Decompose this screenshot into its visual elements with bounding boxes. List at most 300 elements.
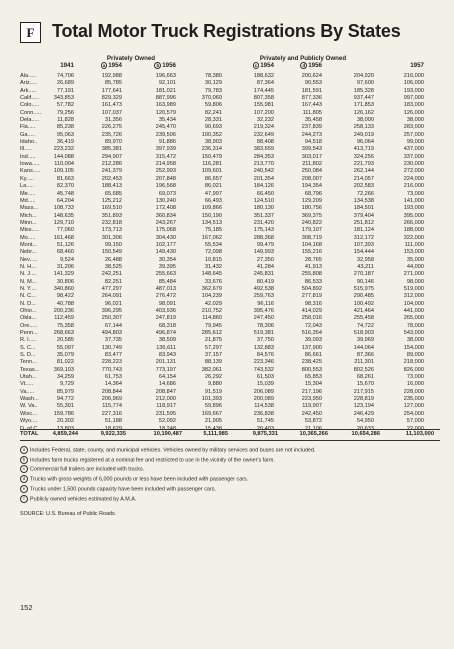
- table-cell: 240,822: [301, 219, 322, 226]
- table-cell: 88,139: [204, 359, 222, 366]
- table-cell: 94,772: [56, 396, 74, 403]
- table-cell: 150,190: [201, 212, 222, 219]
- state-name: Ill.....: [20, 146, 32, 153]
- state-name: Nebr...: [20, 249, 37, 256]
- table-cell: 78,000: [406, 322, 424, 329]
- total-rule-bottom: [20, 440, 440, 441]
- table-cell: 206,089: [253, 388, 274, 395]
- table-cell: 228,819: [353, 396, 374, 403]
- table-cell: 43,211: [357, 263, 374, 270]
- table-cell: 39,093: [304, 337, 322, 344]
- table-cell: 99,479: [256, 241, 274, 248]
- table-cell: 109,866: [201, 205, 222, 212]
- table-cell: 114,538: [254, 403, 274, 410]
- table-cell: 85,785: [104, 80, 122, 87]
- state-name: La.....: [20, 183, 34, 190]
- table-cell: 184,501: [353, 205, 374, 212]
- table-cell: 38,000: [406, 117, 424, 124]
- state-name: Va.....: [20, 388, 35, 395]
- table-cell: 97,600: [356, 80, 374, 87]
- table-cell: 90,693: [204, 124, 222, 131]
- table-cell: 246,429: [353, 410, 374, 417]
- table-cell: 304,430: [155, 234, 176, 241]
- total-label: TOTAL: [20, 431, 39, 437]
- table-cell: 55,301: [56, 403, 74, 410]
- footnote: f Publicly owned vehicles estimated by A.M.A.: [20, 495, 440, 505]
- table-cell: 111,000: [404, 241, 424, 248]
- table-cell: 255,663: [155, 271, 176, 278]
- footnote: c Commercial full trailers are included with trucks.: [20, 465, 440, 475]
- table-cell: 212,286: [101, 161, 122, 168]
- table-cell: 64,204: [56, 197, 74, 204]
- table-cell: 185,328: [353, 87, 374, 94]
- table-cell: 211,301: [354, 359, 374, 366]
- table-cell: 96,021: [104, 300, 122, 307]
- table-cell: 397,939: [155, 146, 176, 153]
- table-cell: 167,062: [201, 234, 222, 241]
- table-row: [0, 198, 454, 205]
- mark-e-icon: e: [20, 485, 28, 493]
- table-cell: 40,788: [56, 300, 74, 307]
- table-cell: 111,805: [302, 109, 322, 116]
- table-cell: 264,091: [101, 293, 122, 300]
- table-cell: 124,510: [253, 197, 274, 204]
- table-row: [0, 124, 454, 131]
- mark-d-icon: d: [20, 475, 28, 483]
- table-cell: 27,350: [256, 256, 274, 263]
- table-cell: 262,144: [353, 168, 374, 175]
- table-cell: 67,144: [104, 322, 122, 329]
- table-cell: 41,284: [256, 263, 274, 270]
- table-cell: 35,000: [406, 256, 424, 263]
- table-cell: 403,936: [155, 308, 176, 314]
- state-name: Ohio...: [20, 308, 37, 314]
- page-title: Total Motor Truck Registrations By States: [52, 21, 401, 41]
- state-name: Mich...: [20, 212, 37, 219]
- table-cell: 172,408: [155, 205, 176, 212]
- table-cell: 268,663: [53, 330, 74, 337]
- table-cell: 84,576: [256, 352, 274, 359]
- table-cell: 75,358: [56, 322, 74, 329]
- state-name: N. C...: [20, 293, 36, 300]
- table-cell: 75,185: [204, 227, 222, 234]
- table-row: [0, 359, 454, 366]
- state-name: Ariz.....: [20, 80, 38, 87]
- state-name: Fla.....: [20, 124, 36, 131]
- state-name: Wyo....: [20, 418, 38, 425]
- table-cell: 362,679: [201, 285, 222, 292]
- table-cell: 223,232: [53, 146, 74, 153]
- table-cell: 385,381: [101, 146, 122, 153]
- table-cell: 543,000: [403, 330, 424, 337]
- table-cell: 91,886: [158, 139, 176, 146]
- table-cell: 144,088: [53, 153, 74, 160]
- table-cell: 55,534: [204, 241, 222, 248]
- table-row: [0, 132, 454, 139]
- table-cell: 245,831: [253, 271, 274, 278]
- table-cell: 174,445: [253, 87, 274, 94]
- table-cell: 98,316: [304, 300, 322, 307]
- footnotes: [20, 446, 440, 504]
- table-cell: 125,212: [101, 197, 122, 204]
- table-cell: 290,485: [353, 293, 374, 300]
- table-cell: 59,896: [204, 403, 222, 410]
- table-cell: 51,188: [104, 418, 122, 425]
- table-cell: 208,007: [301, 175, 322, 182]
- table-cell: 72,098: [204, 249, 222, 256]
- table-cell: 369,375: [301, 212, 322, 219]
- table-cell: 66,450: [256, 190, 274, 197]
- state-name: Idaho..: [20, 139, 38, 146]
- table-row: [0, 308, 454, 315]
- table-cell: 826,000: [403, 366, 424, 373]
- table-cell: 308,719: [301, 234, 322, 241]
- table-cell: 53,872: [304, 418, 322, 425]
- table-cell: 283,000: [403, 124, 424, 131]
- table-row: [0, 146, 454, 153]
- table-cell: 802,526: [353, 366, 374, 373]
- state-name: Ky.....: [20, 175, 34, 182]
- table-cell: 200,236: [53, 308, 74, 314]
- table-cell: 421,464: [353, 308, 374, 314]
- table-cell: 91,519: [204, 388, 222, 395]
- table-row: [0, 381, 454, 388]
- table-cell: 82,370: [56, 183, 74, 190]
- state-name: Mo.....: [20, 234, 36, 241]
- table-row: [0, 389, 454, 396]
- table-cell: 211,802: [302, 161, 322, 168]
- table-cell: 78,306: [256, 322, 274, 329]
- table-cell: 154,000: [403, 344, 424, 351]
- table-cell: 21,875: [204, 337, 222, 344]
- table-cell: 82,251: [104, 278, 122, 285]
- table-cell: 167,443: [301, 102, 322, 109]
- state-name: S. C...: [20, 344, 36, 351]
- table-cell: 188,632: [253, 73, 274, 79]
- table-cell: 30,129: [204, 80, 222, 87]
- table-cell: 79,783: [204, 87, 222, 94]
- table-cell: 35,434: [158, 117, 176, 124]
- table-cell: 379,404: [353, 212, 374, 219]
- table-cell: 104,239: [201, 293, 222, 300]
- table-cell: 937,447: [353, 95, 374, 102]
- table-cell: 92,101: [158, 80, 176, 87]
- table-cell: 254,000: [403, 410, 424, 417]
- table-cell: 34,259: [56, 374, 74, 381]
- state-name: N. H...: [20, 263, 36, 270]
- table-cell: 180,756: [301, 205, 322, 212]
- table-cell: 159,786: [53, 410, 74, 417]
- state-name: Penn...: [20, 330, 38, 337]
- table-cell: 81,663: [56, 175, 74, 182]
- table-row: [0, 301, 454, 308]
- table-row: [0, 235, 454, 242]
- mark-c-icon: c: [254, 63, 258, 68]
- table-cell: 86,021: [204, 183, 222, 190]
- year-header-row: [0, 62, 454, 72]
- table-cell: 175,068: [155, 227, 176, 234]
- table-row: [0, 205, 454, 212]
- table-cell: 21,905: [204, 418, 222, 425]
- state-name: Texas...: [20, 366, 40, 373]
- state-name: N. J....: [20, 271, 37, 278]
- year-1956-public: d 1956: [302, 62, 322, 69]
- table-cell: 494,803: [101, 330, 122, 337]
- table-cell: 382,061: [201, 366, 222, 373]
- table-cell: 227,316: [101, 410, 122, 417]
- table-cell: 196,568: [155, 183, 176, 190]
- table-cell: 207,848: [155, 175, 176, 182]
- table-cell: 155,981: [253, 102, 274, 109]
- total-cell: 11,103,000: [405, 431, 434, 437]
- year-1941: 1941: [60, 62, 74, 69]
- state-name: S. D...: [20, 352, 36, 359]
- table-row: [0, 264, 454, 271]
- table-cell: 22,000: [406, 425, 424, 432]
- table-cell: 73,000: [406, 374, 424, 381]
- table-cell: 11,828: [57, 117, 74, 124]
- state-name: R. I.....: [20, 337, 37, 344]
- table-row: [0, 286, 454, 293]
- table-cell: 301,306: [101, 234, 122, 241]
- table-cell: 42,029: [204, 300, 222, 307]
- table-cell: 515,975: [353, 285, 374, 292]
- table-cell: 216,000: [403, 73, 424, 79]
- table-cell: 65,853: [304, 374, 322, 381]
- table-cell: 51,745: [256, 418, 274, 425]
- table-cell: 116,281: [202, 161, 222, 168]
- table-cell: 210,752: [201, 308, 222, 314]
- table-cell: 85,238: [56, 124, 74, 131]
- table-cell: 79,256: [56, 109, 74, 116]
- table-cell: 30,806: [56, 278, 74, 285]
- table-cell: 104,168: [301, 241, 322, 248]
- table-cell: 94,518: [304, 139, 322, 146]
- table-cell: 181,591: [301, 87, 322, 94]
- table-cell: 219,324: [253, 124, 274, 131]
- table-row: [0, 220, 454, 227]
- total-row: [0, 431, 454, 439]
- table-cell: 130,240: [155, 197, 176, 204]
- table-cell: 44,000: [406, 263, 424, 270]
- footnote: d Trucks with gross weights of 6,000 pounds or less have been included with passenger cars.: [20, 475, 440, 485]
- table-cell: 150,479: [201, 153, 222, 160]
- table-cell: 109,105: [53, 168, 74, 175]
- table-cell: 322,000: [403, 234, 424, 241]
- table-row: [0, 330, 454, 337]
- table-row: [0, 139, 454, 146]
- table-cell: 114,860: [202, 315, 222, 322]
- table-cell: 997,000: [403, 95, 424, 102]
- table-cell: 73,000: [406, 190, 424, 197]
- table-cell: 188,413: [101, 183, 122, 190]
- table-cell: 14,686: [158, 381, 176, 388]
- table-row: [0, 73, 454, 80]
- table-cell: 360,834: [155, 212, 176, 219]
- table-cell: 129,209: [301, 197, 322, 204]
- table-cell: 243,267: [155, 219, 176, 226]
- table-cell: 829,329: [101, 95, 122, 102]
- table-cell: 110,004: [54, 161, 74, 168]
- table-cell: 149,993: [253, 249, 274, 256]
- state-name: Okla...: [20, 315, 37, 322]
- year-1954-private: a 1954: [102, 62, 122, 69]
- table-cell: 249,019: [353, 131, 374, 138]
- table-cell: 109,601: [201, 168, 222, 175]
- table-cell: 98,422: [56, 293, 74, 300]
- table-row: [0, 117, 454, 124]
- table-cell: 83,477: [104, 352, 122, 359]
- table-cell: 26,292: [204, 374, 222, 381]
- table-cell: 232,649: [253, 131, 274, 138]
- table-cell: 132,883: [253, 344, 274, 351]
- table-cell: 216,000: [403, 183, 424, 190]
- total-cell: 9,922,335: [100, 431, 126, 437]
- table-cell: 208,847: [155, 388, 176, 395]
- table-cell: 270,187: [353, 271, 374, 278]
- table-cell: 130,749: [101, 344, 122, 351]
- table-cell: 14,364: [104, 381, 122, 388]
- table-cell: 87,366: [356, 352, 374, 359]
- table-row: [0, 88, 454, 95]
- table-cell: 81,022: [56, 359, 74, 366]
- footnote: a Includes Federal, state, county, and municipal vehicles. Vehicles owned by military services and buses are not included.: [20, 446, 440, 456]
- table-cell: 31,356: [104, 117, 122, 124]
- total-cell: 10,365,266: [299, 431, 328, 437]
- section-badge: F: [20, 22, 41, 43]
- table-cell: 72,266: [356, 190, 374, 197]
- table-cell: 9,729: [60, 381, 74, 388]
- page-header: [20, 22, 440, 46]
- table-cell: 241,379: [101, 168, 122, 175]
- table-cell: 118,917: [156, 403, 176, 410]
- table-cell: 340,860: [53, 285, 74, 292]
- table-cell: 236,314: [201, 146, 222, 153]
- state-name: Miss.....: [20, 227, 40, 234]
- mark-a-icon: a: [20, 446, 28, 454]
- table-cell: 88,408: [256, 139, 274, 146]
- table-cell: 100,492: [353, 300, 374, 307]
- table-cell: 66,493: [204, 197, 222, 204]
- table-cell: 395,000: [403, 212, 424, 219]
- state-name: Calif.....: [20, 95, 39, 102]
- table-cell: 33,676: [204, 278, 222, 285]
- table-cell: 351,893: [101, 212, 122, 219]
- table-cell: 285,612: [201, 330, 222, 337]
- table-cell: 240,542: [253, 168, 274, 175]
- table-cell: 192,988: [101, 73, 122, 79]
- table-cell: 16,000: [406, 381, 424, 388]
- table-row: [0, 403, 454, 410]
- table-cell: 72,043: [304, 322, 322, 329]
- table-row: [0, 154, 454, 161]
- table-cell: 13,803: [56, 425, 74, 432]
- table-cell: 247,450: [253, 315, 274, 322]
- table-cell: 239,506: [155, 131, 176, 138]
- table-cell: 32,232: [256, 117, 274, 124]
- table-cell: 196,663: [155, 73, 176, 79]
- state-name: Wash...: [20, 396, 39, 403]
- state-name: Ore.....: [20, 322, 38, 329]
- table-cell: 68,460: [56, 249, 74, 256]
- state-name: N. D...: [20, 300, 36, 307]
- table-cell: 200,089: [253, 396, 274, 403]
- table-cell: 102,177: [155, 241, 176, 248]
- table-cell: 370,060: [201, 95, 222, 102]
- table-cell: 107,200: [253, 109, 274, 116]
- table-cell: 773,197: [155, 366, 176, 373]
- table-cell: 276,472: [155, 293, 176, 300]
- table-row: [0, 367, 454, 374]
- state-name: Mont...: [20, 241, 38, 248]
- table-cell: 89,970: [104, 139, 122, 146]
- table-cell: 32,958: [356, 256, 374, 263]
- table-cell: 39,969: [356, 337, 374, 344]
- table-cell: 30,354: [158, 256, 176, 263]
- source-line: SOURCE: U.S. Bureau of Public Roads.: [20, 511, 117, 517]
- table-cell: 213,770: [253, 161, 274, 168]
- table-cell: 141,000: [403, 197, 424, 204]
- table-cell: 228,223: [101, 359, 122, 366]
- table-cell: 20,302: [56, 418, 74, 425]
- table-cell: 38,525: [104, 263, 122, 270]
- table-cell: 201,131: [155, 359, 176, 366]
- footnote: b Includes farm trucks registered at a nominal fee and restricted to use in the vicinity of the owner's farm.: [20, 456, 440, 466]
- table-row: [0, 161, 454, 168]
- table-cell: 15,039: [256, 381, 274, 388]
- table-cell: 57,297: [204, 344, 222, 351]
- table-cell: 477,297: [101, 285, 122, 292]
- table-row: [0, 249, 454, 256]
- table-cell: 126,000: [403, 109, 424, 116]
- table-cell: 226,275: [101, 124, 122, 131]
- state-name: Colo.....: [20, 102, 40, 109]
- table-cell: 171,853: [353, 102, 374, 109]
- table-cell: 492,538: [253, 285, 274, 292]
- table-cell: 52,092: [158, 418, 176, 425]
- table-cell: 441,000: [403, 308, 424, 314]
- table-cell: 134,513: [201, 219, 222, 226]
- year-1957: 1957: [410, 62, 424, 69]
- table-cell: 272,000: [403, 168, 424, 175]
- table-cell: 26,689: [56, 80, 74, 87]
- table-cell: 324,256: [353, 153, 374, 160]
- table-cell: 54,950: [356, 418, 374, 425]
- table-cell: 177,641: [101, 87, 122, 94]
- table-cell: 257,000: [403, 131, 424, 138]
- table-cell: 231,420: [253, 219, 274, 226]
- table-cell: 181,124: [353, 227, 374, 234]
- table-cell: 74,722: [356, 322, 374, 329]
- total-cell: 4,859,244: [52, 431, 78, 437]
- table-cell: 887,996: [155, 95, 176, 102]
- table-cell: 153,000: [403, 249, 424, 256]
- table-row: [0, 213, 454, 220]
- table-cell: 351,337: [253, 212, 274, 219]
- state-name: Ala.....: [20, 73, 36, 79]
- table-cell: 38,509: [158, 337, 176, 344]
- table-cell: 161,468: [53, 234, 74, 241]
- table-cell: 877,336: [301, 95, 322, 102]
- year-1956-private: b 1956: [156, 62, 176, 69]
- table-cell: 83,943: [158, 352, 176, 359]
- table-row: [0, 323, 454, 330]
- table-cell: 38,903: [204, 139, 222, 146]
- table-row: [0, 396, 454, 403]
- table-cell: 20,403: [256, 425, 274, 432]
- table-cell: 104,000: [403, 300, 424, 307]
- table-cell: 86,661: [304, 352, 322, 359]
